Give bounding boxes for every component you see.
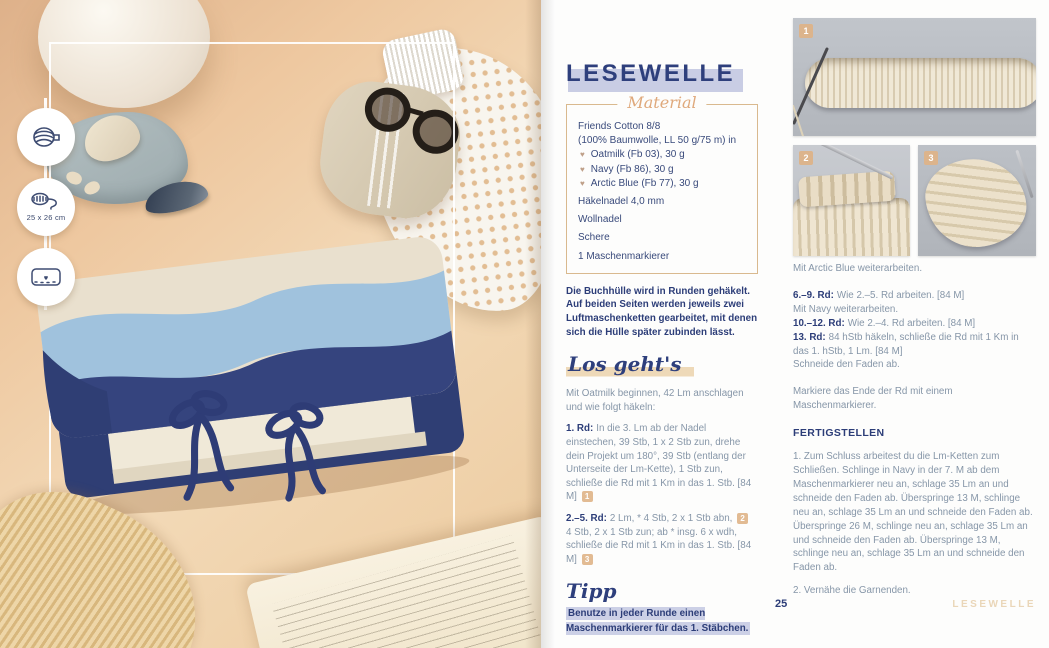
info-badge-size bbox=[17, 178, 75, 236]
yarn-spec: (100% Baumwolle, LL 50 g/75 m) in bbox=[578, 135, 737, 147]
page-number: 25 bbox=[775, 598, 788, 610]
heart-bullet-icon: ♥ bbox=[580, 164, 585, 174]
step-badge-1: 1 bbox=[582, 491, 593, 502]
yarn-ball-icon bbox=[31, 124, 61, 150]
tool-item: Häkelnadel 4,0 mm bbox=[578, 195, 665, 207]
start-heading: Los geht's bbox=[566, 352, 694, 378]
envelope-heart-icon bbox=[29, 265, 63, 289]
photo-badge-1: 1 bbox=[799, 24, 813, 38]
info-badge-project bbox=[17, 248, 75, 306]
wave-swatch bbox=[922, 155, 1029, 251]
round-line: Mit Navy weiterarbeiten. bbox=[793, 303, 899, 315]
continuation-column bbox=[793, 262, 1036, 598]
finished-size-label: 25 x 26 cm bbox=[26, 213, 66, 222]
round-line: 13. Rd: 84 hStb häkeln, schließe die Rd mit 1 Km in das 1. hStb, 1 Lm. [84 M] bbox=[793, 331, 1019, 357]
step-photo-2 bbox=[793, 145, 910, 256]
marker-note: Markiere das Ende der Rd mit einem Maschenmarkierer. bbox=[793, 386, 953, 412]
round-line: 6.–9. Rd: Wie 2.–5. Rd arbeiten. [84 M] bbox=[793, 289, 965, 301]
info-badge-yarn bbox=[17, 108, 75, 166]
photo-badge-3: 3 bbox=[924, 151, 938, 165]
page-title: LESEWELLE bbox=[566, 60, 735, 88]
round-1-instruction: 1. Rd: In die 3. Lm ab der Nadel einstechen, 39 Stb, 1 x 2 Stb zun, drehe dein Projekt um 180°, 39 Stb (entlang der Unterseite der Lm-Kette), 1 Stb zun, schließe die Rd mit 1 Km in das 1. Stb. [84 M] 1 bbox=[566, 423, 752, 503]
yarn-name: Friends Cotton 8/8 bbox=[578, 121, 661, 132]
finishing-heading: FERTIGSTELLEN bbox=[793, 427, 885, 440]
tool-item: Wollnadel bbox=[578, 214, 622, 226]
round-line: Schneide den Faden ab. bbox=[793, 359, 900, 371]
heart-bullet-icon: ♥ bbox=[580, 150, 585, 160]
crochet-stitches bbox=[793, 198, 910, 256]
material-box bbox=[566, 93, 758, 274]
yarn-color-item: ♥ Navy (Fb 86), 30 g bbox=[580, 163, 674, 175]
measuring-tape-icon bbox=[30, 192, 62, 212]
book-cover-illustration bbox=[30, 227, 482, 533]
page-gutter-shadow bbox=[541, 0, 555, 648]
yarn-color-item: ♥ Arctic Blue (Fb 77), 30 g bbox=[580, 177, 699, 189]
photo-badge-2: 2 bbox=[799, 151, 813, 165]
round-2-5-instruction: 2.–5. Rd: 2 Lm, * 4 Stb, 2 x 1 Stb abn, 2 4 Stb, 2 x 1 Stb zun; ab * insg. 6 x wdh, schließe die Rd mit 1 Km in das 1. Stb. [84 M] 3 bbox=[566, 513, 752, 565]
intro-paragraph: Die Buchhülle wird in Runden gehäkelt. Auf beiden Seiten werden jeweils zwei Luftmaschenketten gearbeitet, mit denen sich die Hülle später zubinden lässt. bbox=[566, 285, 758, 338]
material-heading: Material bbox=[617, 93, 706, 112]
tool-item: Schere bbox=[578, 232, 610, 244]
step-photo-1 bbox=[793, 18, 1036, 136]
crochet-strip bbox=[805, 58, 1036, 108]
finishing-step-2: 2. Vernähe die Garnenden. bbox=[793, 585, 911, 597]
color-change-note: Mit Arctic Blue weiterarbeiten. bbox=[793, 263, 923, 274]
heart-bullet-icon: ♥ bbox=[580, 178, 585, 188]
crocheted-book-cover bbox=[30, 227, 482, 533]
start-paragraph: Mit Oatmilk beginnen, 42 Lm anschlagen und wie folgt häkeln: bbox=[566, 388, 744, 413]
step-photo-3 bbox=[918, 145, 1036, 256]
step-badge-3: 3 bbox=[582, 554, 593, 565]
tip-paragraph: Benutze in jeder Runde einen Maschenmarkierer für das 1. Stäbchen. bbox=[566, 608, 749, 634]
yarn-color-item: ♥ Oatmilk (Fb 03), 30 g bbox=[580, 149, 685, 161]
round-line: 10.–12. Rd: Wie 2.–4. Rd arbeiten. [84 M] bbox=[793, 317, 976, 329]
footer-pattern-name: LESEWELLE bbox=[952, 599, 1036, 610]
step-badge-2: 2 bbox=[737, 513, 748, 524]
pattern-column bbox=[566, 60, 758, 636]
finishing-step-1: 1. Zum Schluss arbeitest du die Lm-Ketten zum Schließen. Schlinge in Navy in der 7. M ab dem Maschenmarkierer neu an, schlage 35 Lm an und schneide den Faden ab. Überspringe 13 M, schlinge neu an, schlage 35 Lm an und schneide den Faden ab. Überspringe 26 M, schlinge neu an, schlage 35 Lm an und schneide den Faden ab. Überspringe 13 M, schlinge neu an, schlage 35 Lm an und schneide den Faden ab. bbox=[793, 451, 1033, 574]
tool-item: 1 Maschenmarkierer bbox=[578, 250, 670, 262]
continuation-rounds bbox=[793, 289, 1036, 372]
tip-heading: Tipp bbox=[566, 579, 617, 604]
